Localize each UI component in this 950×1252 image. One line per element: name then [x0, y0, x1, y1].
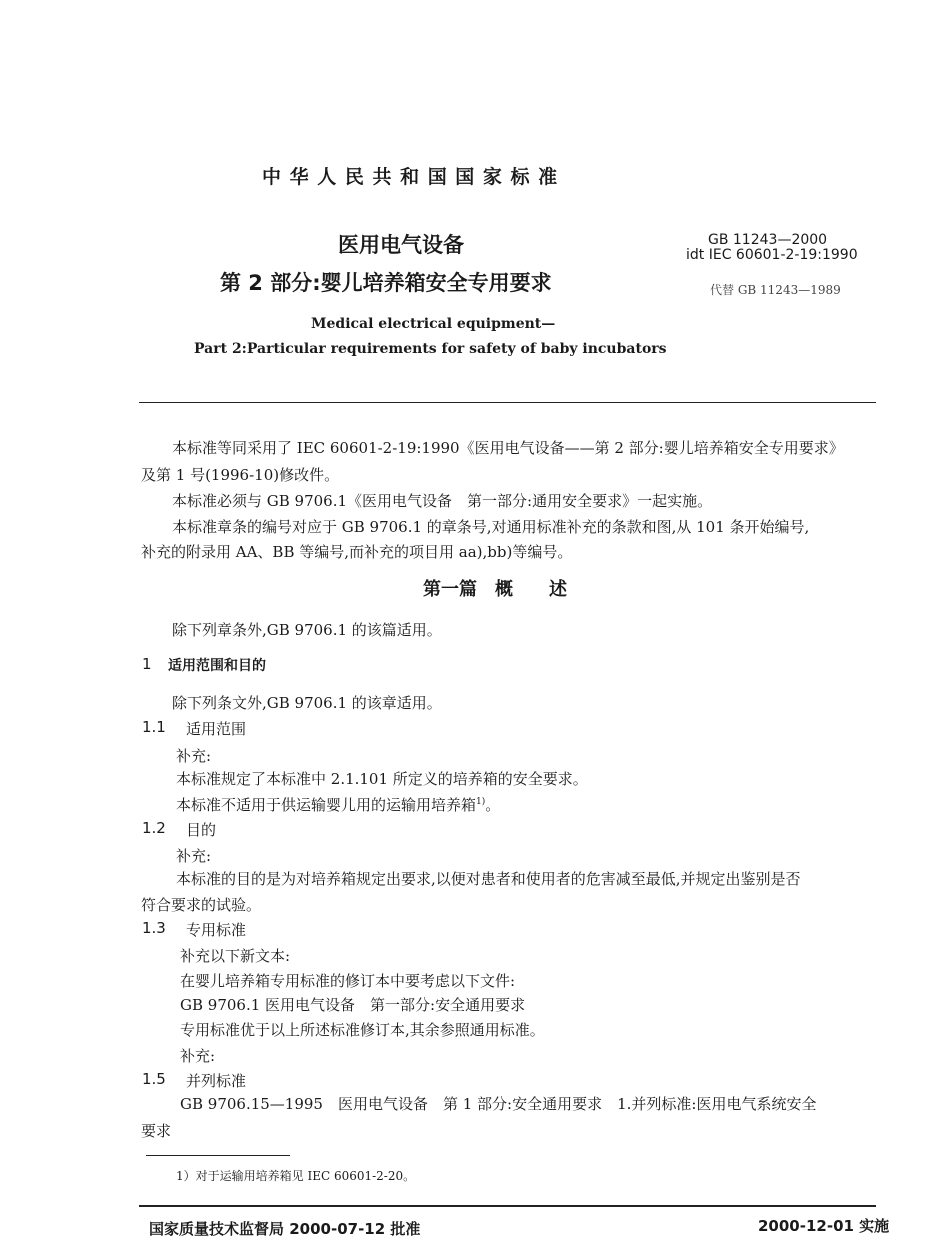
intro-line-1: 本标准等同采用了 IEC 60601-2-19:1990《医用电气设备——第 2 部分:婴儿培养箱安全专用要求》: [172, 439, 844, 457]
idt-reference: idt IEC 60601-2-19:1990: [686, 247, 858, 263]
clause-1-1-line2-end: 。: [485, 796, 501, 814]
header-divider: [139, 402, 876, 403]
clause-1-1-title: 适用范围: [186, 720, 247, 738]
clause-1-1-line1: 本标准规定了本标准中 2.1.101 所定义的培养箱的安全要求。: [176, 770, 588, 788]
section-1-title: 适用范围和目的: [168, 658, 266, 674]
footnote-marker: 1): [476, 797, 486, 807]
standard-code: GB 11243—2000: [708, 232, 828, 248]
part-heading: 第一篇 概 述: [423, 579, 567, 600]
clause-1-2-line1: 本标准的目的是为对培养箱规定出要求,以便对患者和使用者的危害减至最低,并规定出鉴别是否: [176, 870, 801, 888]
implementation-date: 2000-12-01 实施: [758, 1217, 890, 1235]
clause-1-1-line2: [176, 794, 500, 815]
english-title-line1: Medical electrical equipment—: [311, 316, 556, 332]
intro-line-3: 本标准必须与 GB 9706.1《医用电气设备 第一部分:通用安全要求》一起实施。: [172, 492, 713, 510]
english-title-line2: Part 2:Particular requirements for safety of baby incubators: [194, 341, 667, 357]
approval-date: 国家质量技术监督局 2000-07-12 批准: [149, 1220, 421, 1238]
section-1-note: 除下列条文外,GB 9706.1 的该章适用。: [172, 694, 442, 712]
section-1-number: 1: [142, 655, 152, 673]
clause-1-3-number: 1.3: [142, 919, 166, 937]
clause-1-2-title: 目的: [186, 821, 217, 839]
clause-1-3-line4: 专用标准优于以上所述标准修订本,其余参照通用标准。: [180, 1021, 545, 1039]
document-title-line2: 第 2 部分:婴儿培养箱安全专用要求: [220, 271, 552, 295]
footnote-divider: [146, 1155, 290, 1156]
part-note: 除下列章条外,GB 9706.1 的该篇适用。: [172, 621, 442, 639]
clause-1-1-number: 1.1: [142, 718, 166, 736]
clause-1-2-supplement: 补充:: [176, 847, 212, 865]
national-standard-heading: 中 华 人 民 共 和 国 国 家 标 准: [262, 166, 559, 188]
clause-1-3-line3: GB 9706.1 医用电气设备 第一部分:安全通用要求: [180, 996, 526, 1014]
clause-1-5-line1: GB 9706.15—1995 医用电气设备 第 1 部分:安全通用要求 1.并列标准:医用电气系统安全: [180, 1095, 817, 1113]
intro-line-5: 补充的附录用 AA、BB 等编号,而补充的项目用 aa),bb)等编号。: [141, 543, 573, 561]
clause-1-3-line2: 在婴儿培养箱专用标准的修订本中要考虑以下文件:: [180, 972, 516, 990]
intro-line-2: 及第 1 号(1996-10)修改件。: [141, 466, 340, 484]
clause-1-3-supplement: 补充:: [180, 1047, 216, 1065]
clause-1-1-supplement: 补充:: [176, 747, 212, 765]
clause-1-2-number: 1.2: [142, 819, 166, 837]
footer-divider: [139, 1205, 876, 1207]
clause-1-2-line2: 符合要求的试验。: [141, 896, 262, 914]
clause-1-3-line1: 补充以下新文本:: [180, 947, 291, 965]
intro-line-4: 本标准章条的编号对应于 GB 9706.1 的章条号,对通用标准补充的条款和图,从 101 条开始编号,: [172, 518, 810, 536]
clause-1-3-title: 专用标准: [186, 921, 247, 939]
clause-1-1-line2-text: 本标准不适用于供运输婴儿用的运输用培养箱: [176, 796, 477, 814]
clause-1-5-title: 并列标准: [186, 1072, 247, 1090]
footnote-text: 1）对于运输用培养箱见 IEC 60601-2-20。: [176, 1169, 416, 1183]
clause-1-5-line2: 要求: [141, 1122, 172, 1140]
document-title-line1: 医用电气设备: [338, 233, 464, 257]
replaces-reference: 代替 GB 11243—1989: [710, 283, 841, 297]
clause-1-5-number: 1.5: [142, 1070, 166, 1088]
